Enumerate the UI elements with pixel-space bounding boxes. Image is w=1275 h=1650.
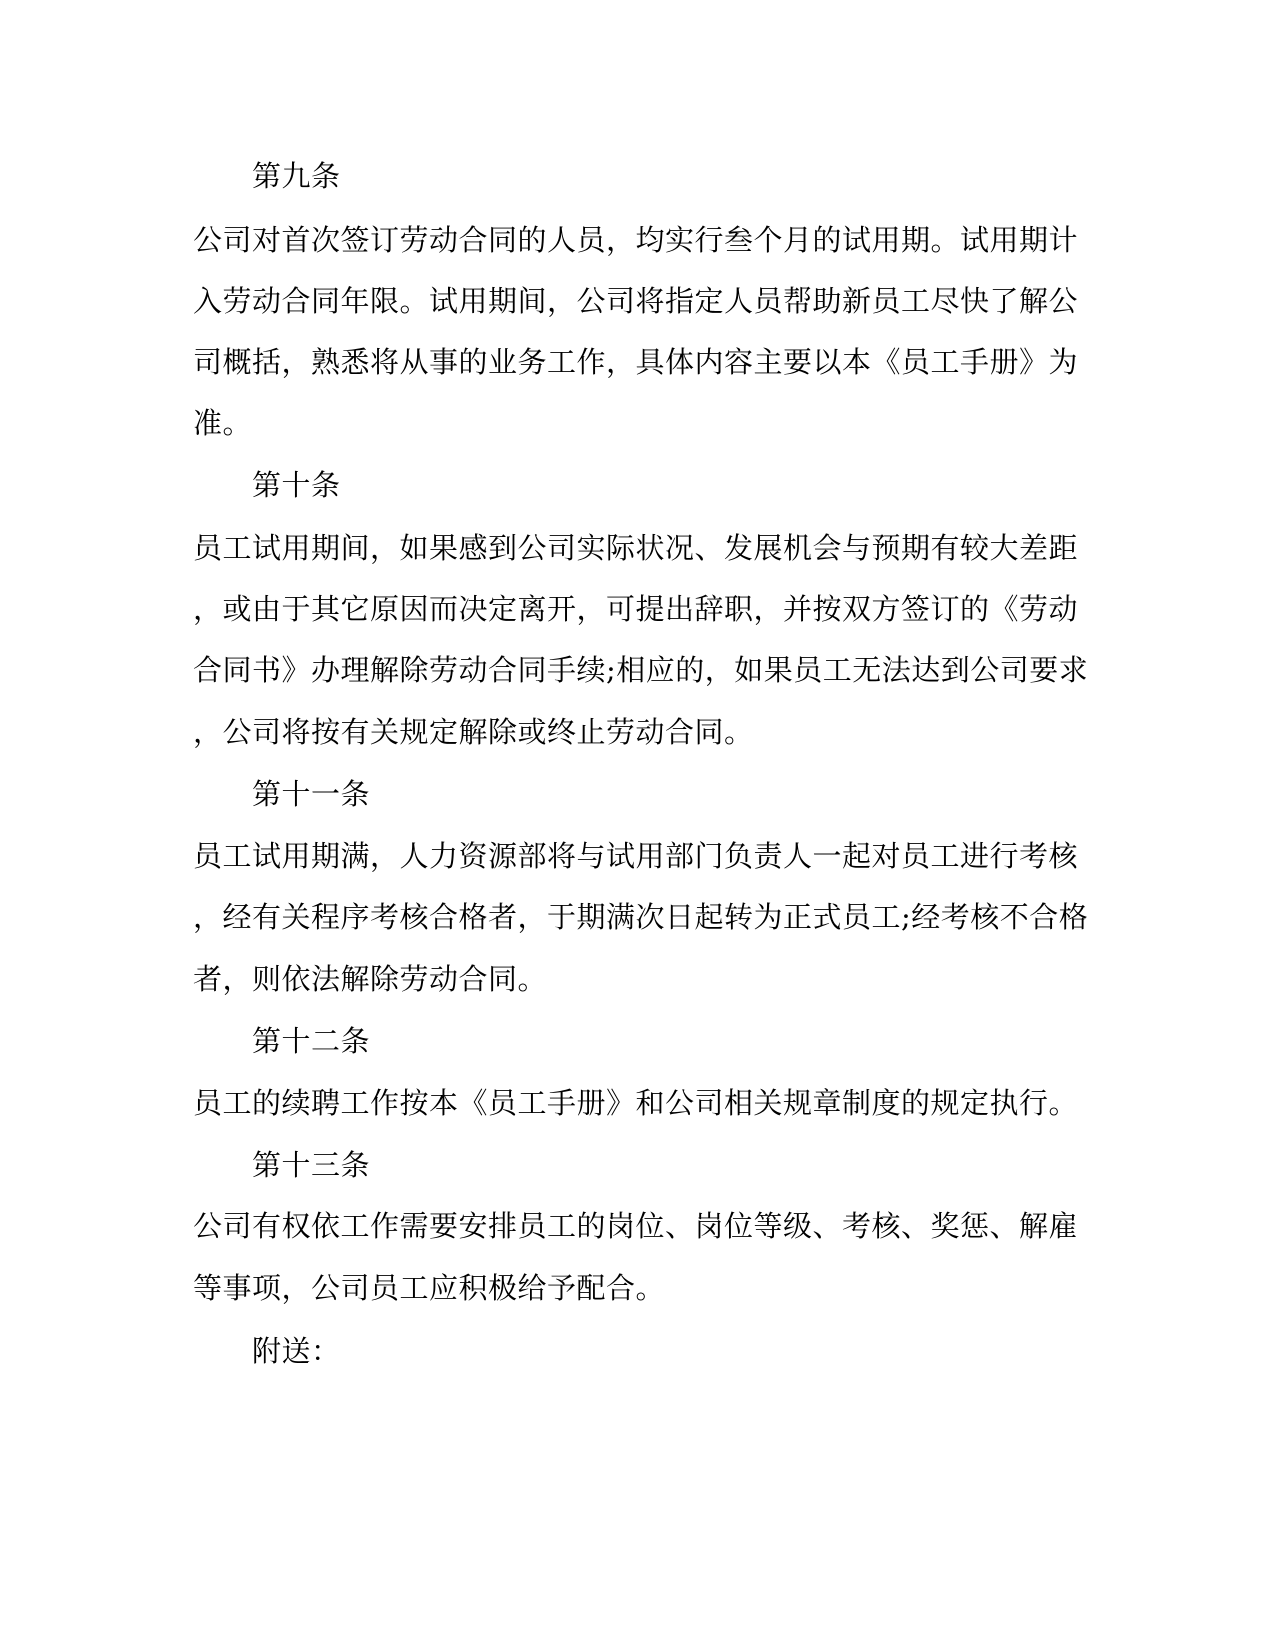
appendix-heading: 附送： <box>252 1334 341 1368</box>
article-11-line-1: 员工试用期满，人力资源部将与试用部门负责人一起对员工进行考核 <box>193 839 1079 873</box>
article-13-line-2: 等事项，公司员工应积极给予配合。 <box>193 1271 666 1305</box>
article-11-line-2: ，经有关程序考核合格者，于期满次日起转为正式员工;经考核不合格 <box>193 900 1089 934</box>
article-9-line-4: 准。 <box>193 406 253 440</box>
article-9-line-3: 司概括，熟悉将从事的业务工作，具体内容主要以本《员工手册》为 <box>193 345 1079 379</box>
article-10-line-4: ，公司将按有关规定解除或终止劳动合同。 <box>193 715 754 749</box>
article-10-line-2: ，或由于其它原因而决定离开，可提出辞职，并按双方签订的《劳动 <box>193 592 1079 626</box>
article-12-line-1: 员工的续聘工作按本《员工手册》和公司相关规章制度的规定执行。 <box>193 1086 1079 1120</box>
article-10-line-1: 员工试用期间，如果感到公司实际状况、发展机会与预期有较大差距 <box>193 531 1079 565</box>
article-10-line-3: 合同书》办理解除劳动合同手续;相应的，如果员工无法达到公司要求 <box>193 653 1089 687</box>
article-13-heading: 第十三条 <box>252 1148 371 1182</box>
article-11-line-3: 者，则依法解除劳动合同。 <box>193 962 548 996</box>
article-9-line-1: 公司对首次签订劳动合同的人员，均实行叁个月的试用期。试用期计 <box>193 223 1079 257</box>
article-12-heading: 第十二条 <box>252 1024 371 1058</box>
article-13-line-1: 公司有权依工作需要安排员工的岗位、岗位等级、考核、奖惩、解雇 <box>193 1209 1079 1243</box>
article-9-heading: 第九条 <box>252 159 341 193</box>
article-9-line-2: 入劳动合同年限。试用期间，公司将指定人员帮助新员工尽快了解公 <box>193 284 1079 318</box>
article-11-heading: 第十一条 <box>252 777 371 811</box>
article-10-heading: 第十条 <box>252 468 341 502</box>
